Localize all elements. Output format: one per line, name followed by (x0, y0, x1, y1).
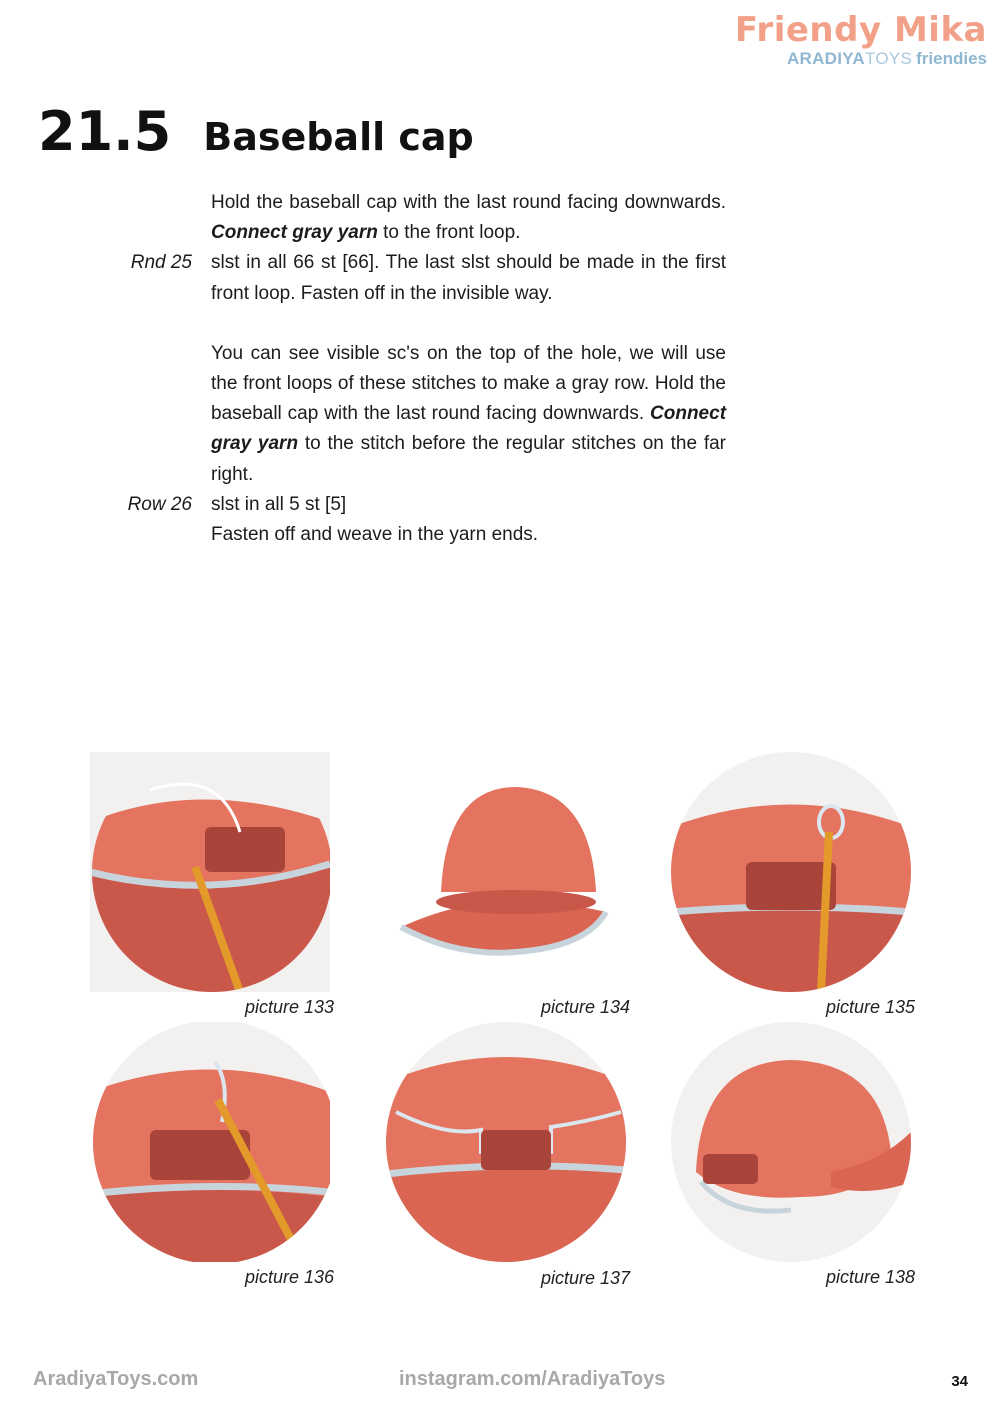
picture-caption: picture 136 (244, 1267, 334, 1287)
brand-sub-aradiya: ARADIYA (786, 49, 865, 68)
footer-website-link[interactable]: AradiyaToys.com (33, 1368, 199, 1390)
footer-instagram-link[interactable]: instagram.com/AradiyaToys (399, 1368, 666, 1390)
instruction-row-26 (110, 490, 730, 520)
photo-cap-finished (671, 1022, 911, 1262)
connect-gray-yarn: Connect gray yarn (211, 403, 727, 455)
step-text: slst in all 5 st [5] (211, 493, 347, 515)
section-heading (38, 100, 474, 163)
brand-sub-toys: TOYS (864, 49, 913, 68)
picture-caption: picture 135 (825, 997, 915, 1017)
picture-caption: picture 133 (244, 997, 334, 1017)
connect-gray-yarn: Connect gray yarn (211, 222, 378, 244)
photo-cap-back-hook (90, 752, 330, 992)
step-label: Row 26 (127, 493, 192, 515)
photo-cap-hook-loop (671, 752, 911, 992)
step-text: Fasten off and weave in the yarn ends. (211, 524, 539, 546)
photo-cap-gray-row (386, 1022, 626, 1262)
instruction-intro: Hold the baseball cap with the last round facing downwards. Connect gray yarn to the front loop. (211, 192, 726, 244)
brand-sub-friendies: friendies (916, 49, 987, 68)
brand-logo (735, 12, 987, 69)
page-number: 34 (951, 1373, 968, 1390)
section-title: Baseball cap (203, 115, 474, 159)
picture-caption: picture 138 (825, 1267, 915, 1287)
step-text: slst in all 66 st [66]. The last slst should be made in the first front loop. Fasten off in the invisible way. (211, 252, 726, 304)
section-number: 21.5 (38, 100, 172, 163)
brand-title: Friendy Mika (734, 10, 987, 50)
instruction-final (110, 520, 730, 550)
instructions (110, 188, 730, 550)
photo-cap-hook-row (90, 1022, 330, 1262)
picture-caption: picture 137 (540, 1268, 630, 1288)
brand-subtitle (735, 49, 987, 69)
photo-cap-side (386, 752, 626, 992)
picture-caption: picture 134 (540, 997, 630, 1017)
step-label: Rnd 25 (130, 252, 192, 274)
instruction-paragraph-2: You can see visible sc's on the top of the hole, we will use the front loops of these stitches to make a gray row. Hold the baseball cap with the last round facing downwards. Connect gray yarn to the stitch before the regular stitches on the far right. (211, 342, 727, 485)
instruction-rnd-25 (110, 248, 730, 308)
